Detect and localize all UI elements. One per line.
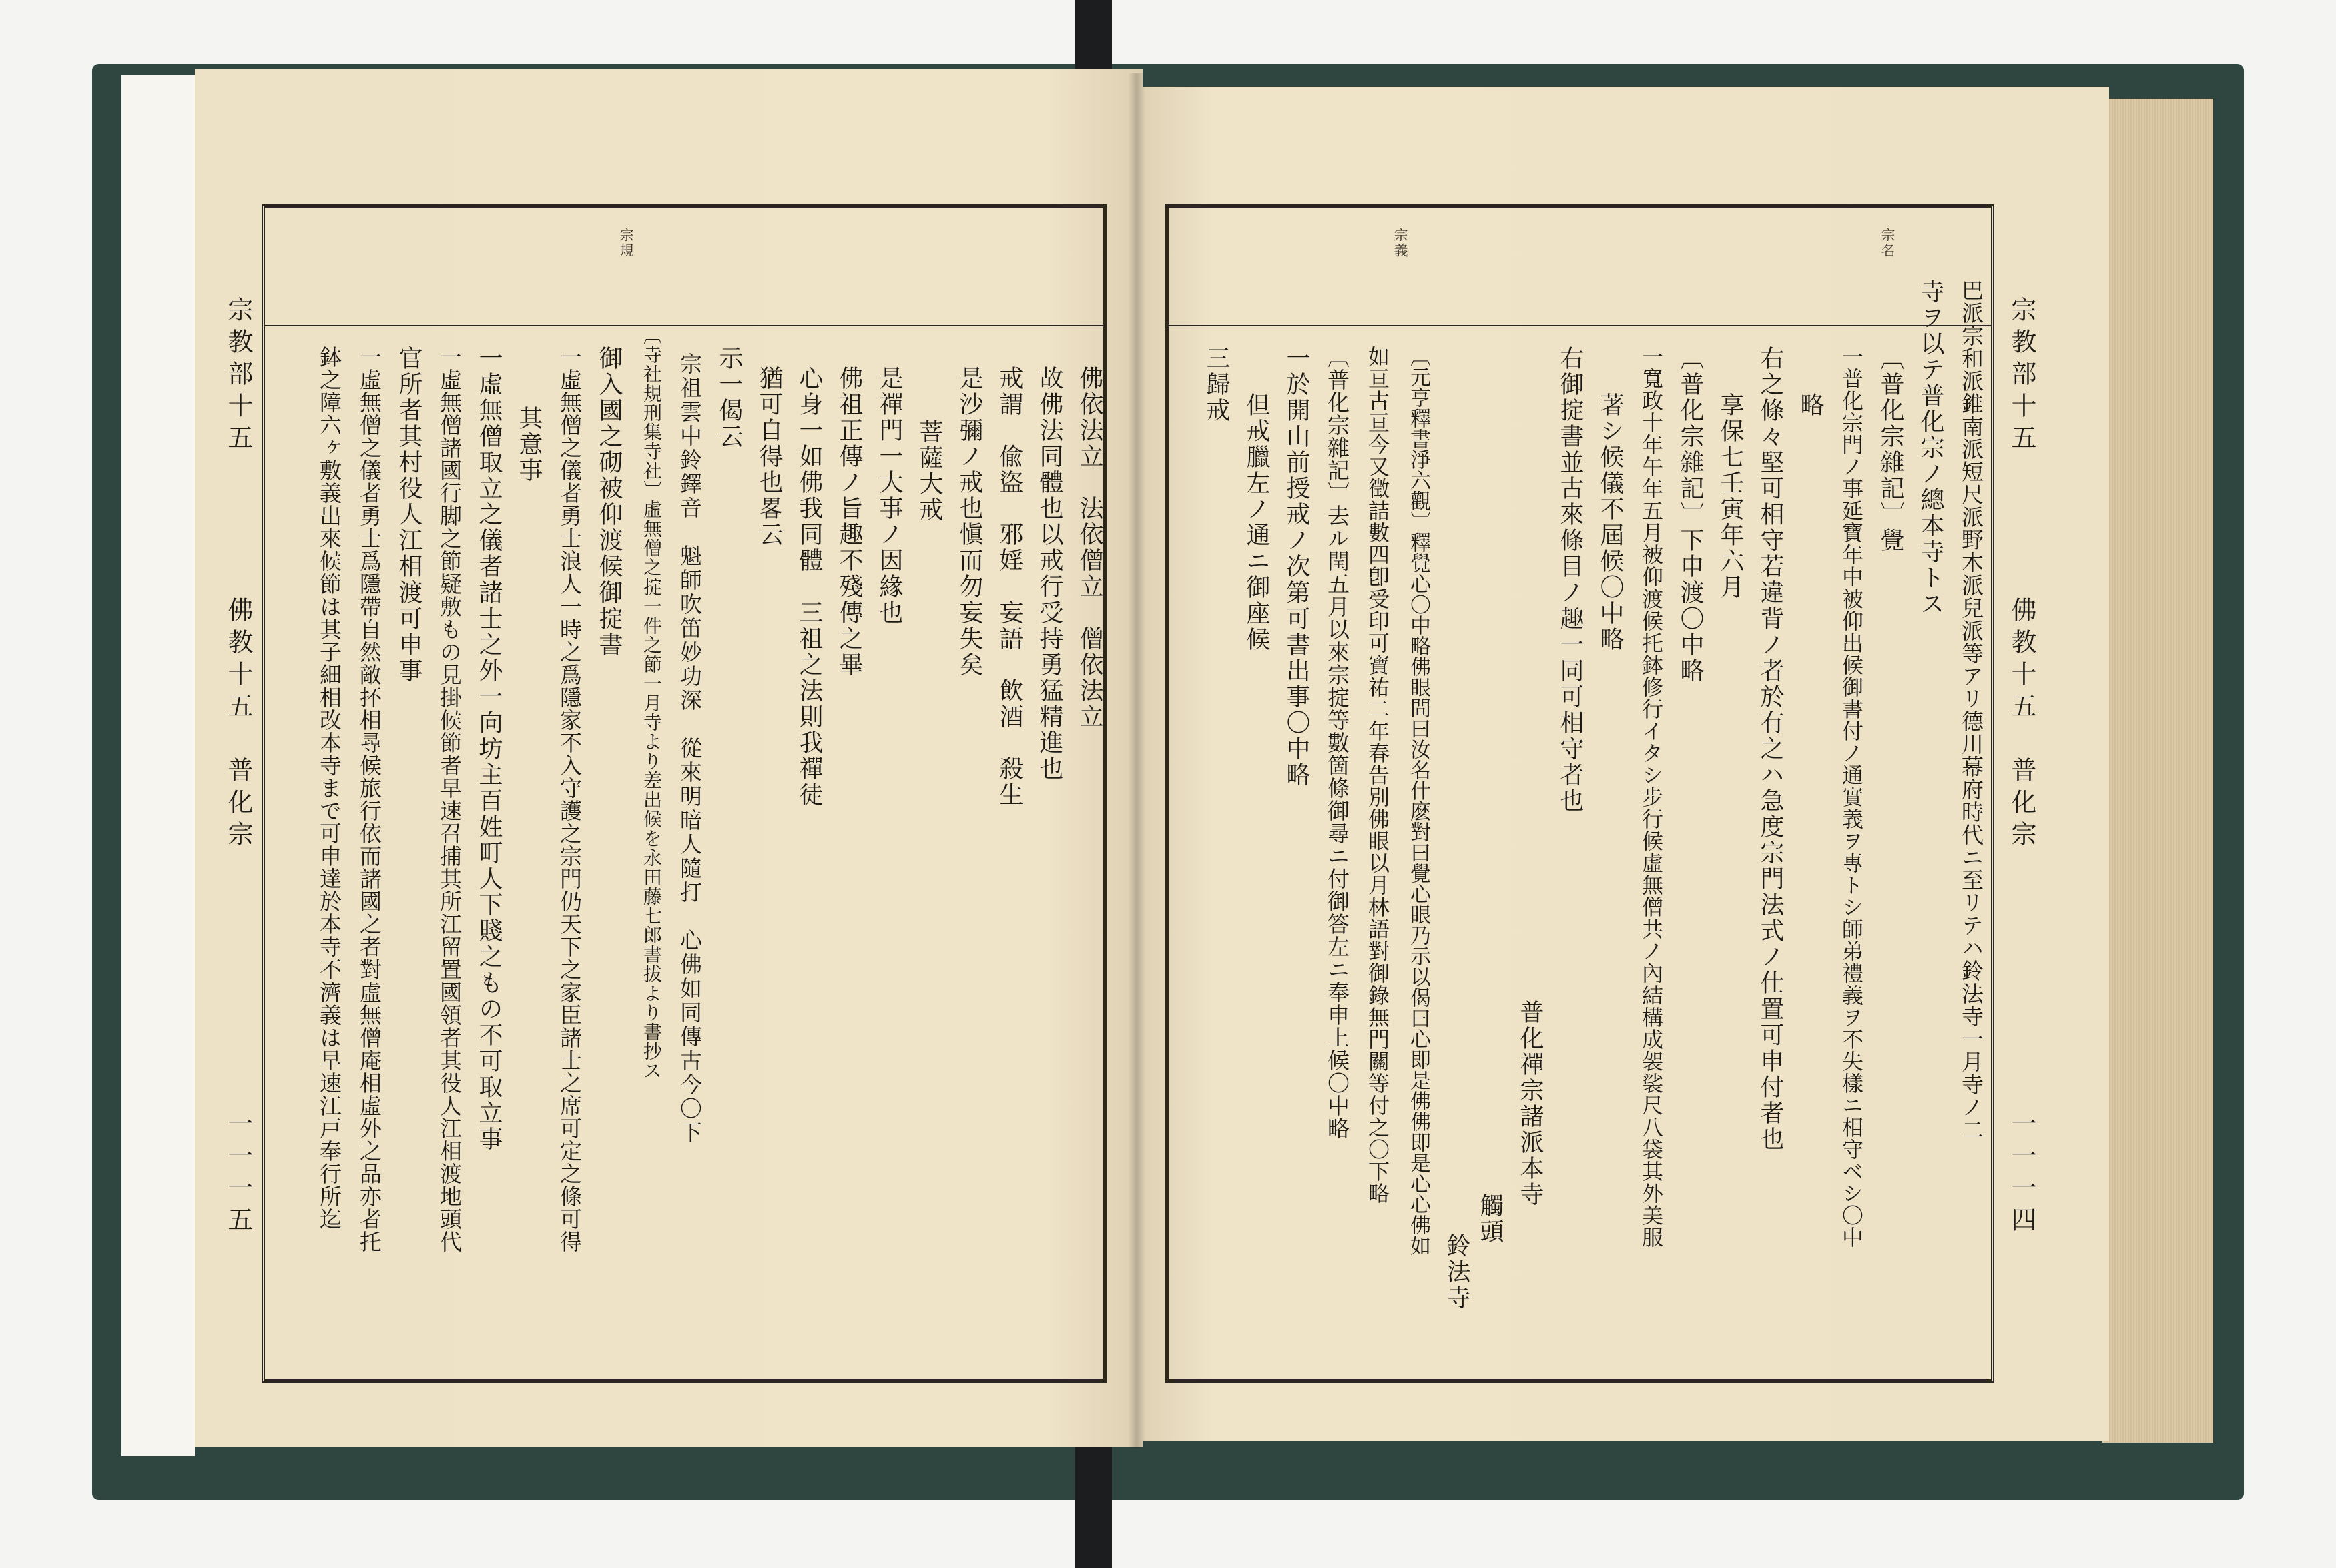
text-column: 鈴法寺	[1443, 1233, 1470, 1311]
text-column: 鉢之障六ヶ敷義出來候節は其子細相改本寺まで可申達於本寺不濟義は早速江戸奉行所迄	[316, 346, 342, 1230]
text-column: 佛依法立 法依僧立 僧依法立	[1076, 366, 1103, 730]
left-running-head-series: 宗教部十五	[224, 296, 253, 456]
text-column: 享保七壬寅年六月	[1717, 392, 1744, 601]
right-header-label-name: 宗名	[1879, 228, 1895, 258]
left-running-head-section: 佛教十五 普化宗	[224, 597, 253, 853]
right-page-stack	[2102, 99, 2213, 1443]
text-column: 一虛無僧諸國行脚之節疑敷もの見掛候節者早速召捕其所江留置國領者其役人江相渡地頭代	[436, 346, 463, 1253]
left-header-label: 宗規	[618, 228, 634, 258]
text-column: 一普化宗門ノ事延寶年中被仰出候御書付ノ通實義ヲ專トシ師弟禮義ヲ不失樣ニ相守ベシ〇中	[1839, 346, 1864, 1248]
text-column: 一寬政十年午年五月被仰渡候托鉢修行イタシ步行候虛無僧共ノ內結構成袈裟尺八袋其外美服	[1639, 346, 1664, 1248]
text-column: 三歸戒	[1203, 346, 1230, 424]
text-column: 是沙彌ノ戒也愼而勿妄失矣	[956, 366, 983, 678]
text-column: 其意事	[515, 406, 543, 484]
text-column: 一虛無僧之儀者勇士浪人一時之爲隱家不入守護之宗門仍天下之家臣諸士之席可定之條可得	[557, 346, 583, 1253]
text-column: 但戒臘左ノ通ニ御座候	[1243, 392, 1270, 653]
text-column: 〔寺社規刑集寺社〕虛無僧之掟一件之節一月寺より差出候を永田藤七郎書拔より書抄ス	[641, 326, 663, 1080]
text-column: 官所者其村役人江相渡可申事	[395, 346, 422, 684]
text-column: 略	[1797, 392, 1824, 418]
text-column: 〔普化宗雜記〕覺	[1877, 346, 1904, 554]
text-column: 〔元亨釋書淨六觀〕釋覺心〇中略佛眼問曰汝名什麽對曰覺心眼乃示以偈曰心即是佛佛即是心心佛如	[1406, 346, 1430, 1256]
text-column: 〔普化宗雜記〕下申渡〇中略	[1677, 346, 1704, 684]
text-column: 著シ候儀不屆候〇中略	[1596, 392, 1624, 653]
text-column: 普化禪宗諸派本寺	[1516, 1000, 1544, 1208]
left-header-rule	[265, 325, 1103, 326]
right-header-rule	[1169, 325, 1991, 326]
text-column: 猶可自得也畧云	[756, 366, 783, 548]
right-running-head-section: 佛教十五 普化宗	[2007, 597, 2036, 853]
text-column: 戒謂 偸盜 邪婬 妄語 飲酒 殺生	[996, 366, 1023, 808]
text-column: 故佛法同體也以戒行受持勇猛精進也	[1036, 366, 1063, 782]
text-column: 佛祖正傳ノ旨趣不殘傳之畢	[836, 366, 863, 678]
text-column: 是禪門一大事ノ因緣也	[876, 366, 903, 626]
text-column: 一虛無僧取立之儀者諸士之外一向坊主百姓町人下賤之もの不可取立事	[475, 346, 503, 1152]
text-column: 菩薩大戒	[916, 419, 943, 523]
text-column: 一虛無僧之儀者勇士爲隱帶自然敵抔相尋候旅行依而諸國之者對虛無僧庵相虛外之品亦者托	[356, 346, 382, 1253]
right-running-head-series: 宗教部十五	[2007, 296, 2036, 456]
text-column: 〔普化宗雜記〕去ル閏五月以來宗掟等數箇條御尋ニ付御答左ニ奉申上候〇中略	[1324, 346, 1350, 1140]
right-page-number: 一一一四	[2007, 1110, 2036, 1238]
text-column: 寺ヲ以テ普化宗ノ總本寺トス	[1917, 279, 1944, 617]
text-column: 如亘古亘今又徵詰數四卽受印可寶祐二年春告別佛眼以月林語對御錄無門關等付之〇下略	[1365, 346, 1390, 1204]
text-column: 右之條々堅可相守若違背ノ者於有之ハ急度宗門法式ノ仕置可申付者也	[1757, 346, 1784, 1152]
left-page-number: 一一一五	[224, 1110, 253, 1238]
right-header-label-doctrine: 宗義	[1392, 228, 1408, 258]
text-column: 觸頭	[1476, 1193, 1504, 1245]
left-page-stack	[121, 75, 195, 1456]
left-page-body	[280, 326, 1108, 1353]
right-page-body	[1181, 279, 1984, 1353]
text-column: 示一偈云	[715, 346, 743, 450]
text-column: 心身一如佛我同體 三祖之法則我禪徒	[796, 366, 823, 808]
text-column: 巴派宗和派錐南派短尺派野木派兒派等アリ德川幕府時代ニ至リテハ鈴法寺一月寺ノ二	[1958, 279, 1984, 1141]
text-column: 御入國之砌被仰渡候御掟書	[595, 346, 623, 658]
text-column: 宗祖雲中鈴鐸音 魁師吹笛妙功深 從來明暗人隨打 心佛如同傳古今〇下	[677, 352, 703, 1145]
text-column: 一於開山前授戒ノ次第可書出事〇中略	[1283, 346, 1310, 788]
text-column: 右御掟書並古來條目ノ趣一同可相守者也	[1556, 346, 1584, 814]
book-gutter	[1128, 73, 1145, 1448]
